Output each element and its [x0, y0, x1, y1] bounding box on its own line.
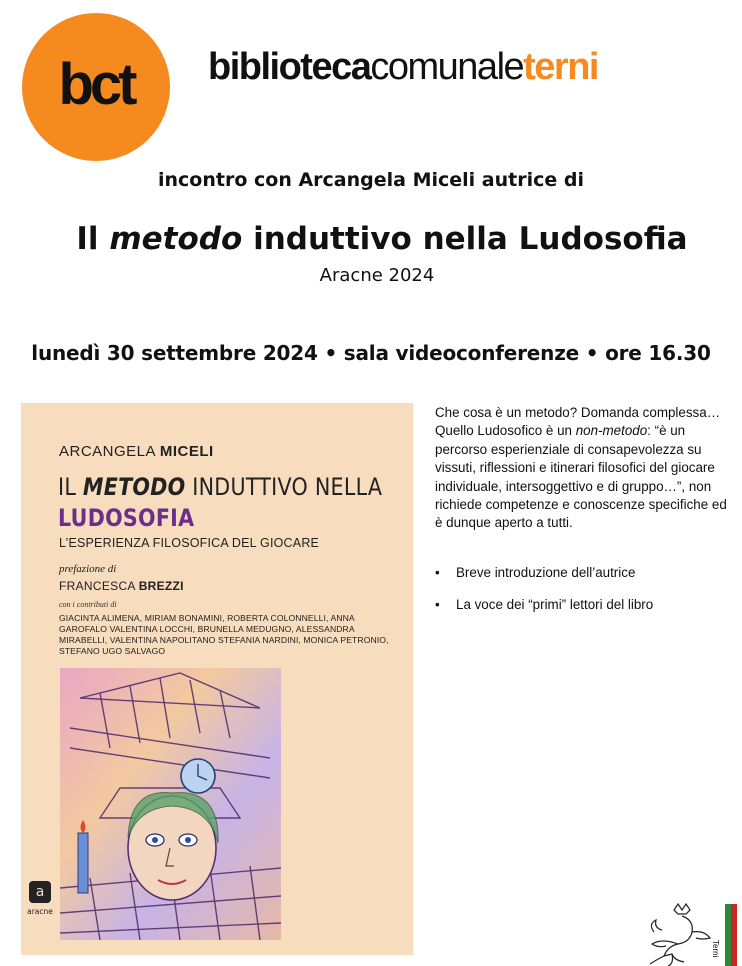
book-title-end: induttivo nella Ludosofia: [242, 221, 688, 257]
cover-preface-name: [59, 579, 184, 593]
brand-part-comunale: comunale: [370, 46, 524, 88]
bct-logo: [22, 13, 170, 161]
cover-author-last: MICELI: [159, 443, 214, 460]
aracne-logo-icon: a: [29, 881, 51, 903]
terni-label: Terni: [711, 940, 720, 958]
cover-preface-last: BREZZI: [138, 579, 184, 593]
cover-preface-first: FRANCESCA: [59, 579, 139, 593]
brand-part-biblioteca: biblioteca: [208, 46, 371, 88]
aracne-logo-label: aracne: [27, 907, 53, 916]
program-item: • Breve introduzione dell’autrice: [435, 565, 735, 580]
event-description: [435, 404, 727, 533]
cover-title-line2: LUDOSOFIA: [58, 504, 195, 532]
cover-preface-label: prefazione di: [59, 563, 117, 575]
publisher-year: Aracne 2024: [319, 265, 435, 286]
cover-author: [59, 443, 214, 460]
flag-red-stripe: [731, 904, 737, 966]
program-item: • La voce dei “primi” lettori del libro: [435, 597, 735, 612]
book-title-italic: metodo: [109, 221, 243, 257]
cover-contrib-label: con i contributi di: [59, 600, 117, 609]
cover-contributors: GIACINTA ALIMENA, MIRIAM BONAMINI, ROBERTA COLONNELLI, ANNA GAROFALO VALENTINA LOCCHI, BRUNELLA MEDUGNO, ALESSANDRA MIRABELLI, VALENTINA NAPOLITANO STEFANIA NARDINI, MONICA PETRONIO, STEFANO UGO SALVAGO: [59, 613, 389, 656]
cover-title-metodo: METODO: [82, 473, 186, 501]
bct-logo-text: bct: [58, 51, 134, 117]
description-italic: non-metodo: [575, 423, 648, 439]
cover-title-rest: INDUTTIVO NELLA: [185, 473, 383, 501]
description-text-end: : “è un percorso esperienziale di consapevolezza su vissuti, riflessioni e itinerari filosofici del giocare individuale, intersoggettivo e di gruppo…”, non richiede competenze e conoscenze specifiche ed è dunque aperto a tutti.: [435, 423, 727, 531]
book-title-start: Il: [76, 221, 110, 257]
book-title: [0, 221, 742, 257]
event-date-line: lunedì 30 settembre 2024 • sala videoconferenze • ore 16.30: [31, 341, 711, 365]
book-cover: [21, 403, 413, 955]
description-text-start: Che cosa è un metodo? Domanda complessa…Quello Ludosofico è un: [435, 405, 721, 439]
event-intro: incontro con Arcangela Miceli autrice di: [158, 169, 584, 191]
brand-part-terni: terni: [523, 46, 598, 88]
cover-artwork: [60, 668, 281, 940]
cover-subtitle: L’ESPERIENZA FILOSOFICA DEL GIOCARE: [59, 536, 320, 550]
cover-title-il: IL: [58, 473, 83, 501]
cover-author-first: ARCANGELA: [59, 443, 160, 460]
cover-title-line1: [58, 473, 382, 501]
program-list: [435, 565, 735, 629]
terni-dragon-emblem-icon: [644, 902, 714, 966]
library-brand-name: [208, 46, 598, 89]
